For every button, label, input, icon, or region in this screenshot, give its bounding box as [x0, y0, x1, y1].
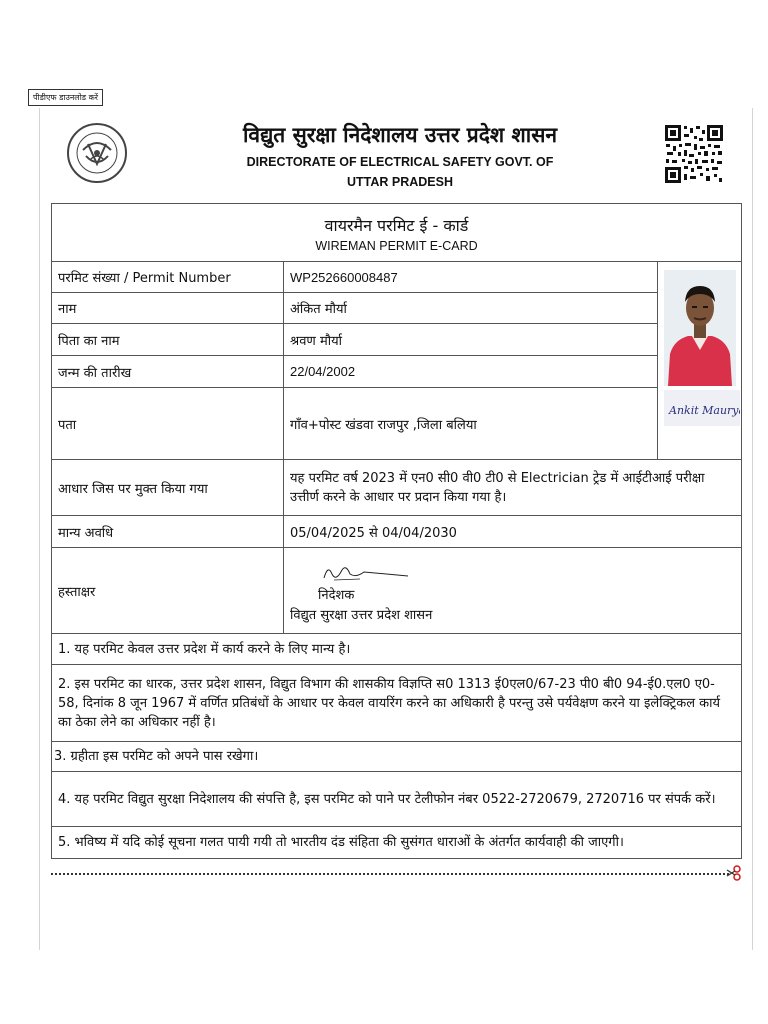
photo-signature-cell [658, 262, 742, 460]
permit-card-table [51, 203, 742, 859]
note-5: 5. भविष्य में यदि कोई सूचना गलत पायी गयी तो भारतीय दंड संहिता की सुसंगत धाराओं के अंतर्गत कार्यवाही की जाएगी। [52, 827, 742, 859]
qr-code [664, 124, 724, 184]
note-row [52, 827, 742, 859]
field-value-validity: 05/04/2025 से 04/04/2030 [284, 516, 742, 548]
field-value-father-name: श्रवण मौर्या [284, 324, 658, 356]
field-value-name: अंकित मौर्या [284, 293, 658, 324]
holder-signature [664, 390, 740, 426]
scissor-icon [726, 865, 742, 881]
field-label-father-name: पिता का नाम [52, 324, 284, 356]
card-title-hindi: वायरमैन परमिट ई - कार्ड [324, 216, 469, 235]
director-signature [320, 560, 735, 586]
note-1: 1. यह परमिट केवल उत्तर प्रदेश में कार्य करने के लिए मान्य है। [52, 634, 742, 665]
table-row [52, 293, 742, 324]
field-label-basis: आधार जिस पर मुक्त किया गया [52, 460, 284, 516]
svg-text:Ankit Maurya: Ankit Maurya [669, 404, 740, 417]
card-title-row [52, 204, 742, 262]
field-label-dob: जन्म की तारीख [52, 356, 284, 388]
download-pdf-button[interactable]: पीडीएफ डाउनलोड करें [28, 89, 103, 106]
note-row [52, 772, 742, 827]
signatory-designation: निदेशक [318, 587, 355, 603]
field-label-validity: मान्य अवधि [52, 516, 284, 548]
field-label-name: नाम [52, 293, 284, 324]
title-english [210, 152, 590, 192]
field-value-basis: यह परमिट वर्ष 2023 में एन0 सी0 वी0 टी0 से Electrician ट्रेड में आईटीआई परीक्षा उत्तीर्ण करने के आधार पर प्रदान किया गया है। [284, 460, 742, 516]
table-row [52, 516, 742, 548]
note-row [52, 665, 742, 742]
header [40, 108, 752, 202]
field-value-address: गाँव+पोस्ट खंडवा राजपुर ,जिला बलिया [284, 388, 658, 460]
table-row [52, 460, 742, 516]
title-english-line2: UTTAR PRADESH [346, 175, 454, 189]
up-emblem-logo [66, 122, 128, 184]
field-label-signature: हस्ताक्षर [52, 548, 284, 634]
table-row [52, 548, 742, 634]
cut-line [51, 873, 729, 875]
card-title-english: WIREMAN PERMIT E-CARD [315, 239, 478, 253]
table-row [52, 388, 742, 460]
title-english-line1: DIRECTORATE OF ELECTRICAL SAFETY GOVT. OF [246, 155, 554, 169]
title-hindi: विद्युत सुरक्षा निदेशालय उत्तर प्रदेश शासन [242, 123, 558, 147]
table-row [52, 262, 742, 293]
holder-photo [664, 270, 736, 386]
permit-page [39, 108, 753, 950]
note-2: 2. इस परमिट का धारक, उत्तर प्रदेश शासन, विद्युत विभाग की शासकीय विज्ञप्ति स0 1313 ई0एल0/67-23 पी0 बी0 94-ई0.एल0 ए0-58, दिनांक 8 जून 1967 में वर्णित प्रतिबंधों के आधार पर केवल वायरिंग करने का अधिकारी है परन्तु उसे पर्यवेक्षण करने या इलेक्ट्रिकल कार्य का ठेका लेने का अधिकार नहीं है। [52, 665, 742, 742]
field-value-signature [284, 548, 742, 634]
table-row [52, 356, 742, 388]
note-row [52, 742, 742, 772]
field-label-permit-number: परमिट संख्या / Permit Number [52, 262, 284, 293]
card-title [52, 204, 742, 262]
signatory-department: विद्युत सुरक्षा उत्तर प्रदेश शासन [290, 607, 433, 623]
field-label-address: पता [52, 388, 284, 460]
note-4: 4. यह परमिट विद्युत सुरक्षा निदेशालय की संपत्ति है, इस परमिट को पाने पर टेलीफोन नंबर 0522-2720679, 2720716 पर संपर्क करें। [52, 772, 742, 827]
note-3: 3. ग्रहीता इस परमिट को अपने पास रखेगा। [52, 742, 742, 772]
note-row [52, 634, 742, 665]
field-value-permit-number: WP252660008487 [284, 262, 658, 293]
table-row [52, 324, 742, 356]
field-value-dob: 22/04/2002 [284, 356, 658, 388]
